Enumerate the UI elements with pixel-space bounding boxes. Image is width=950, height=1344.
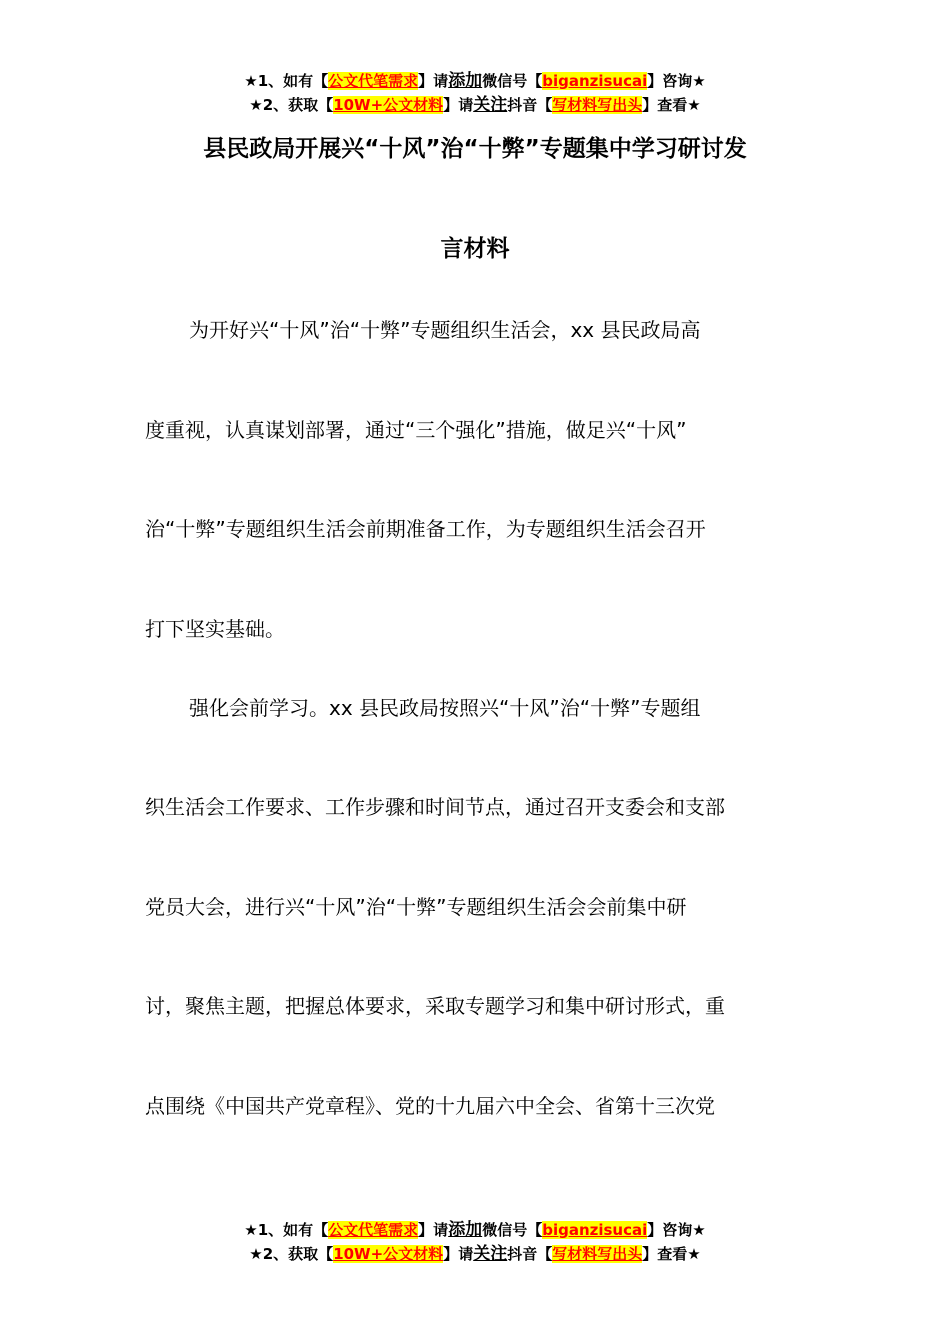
promo-underline: 关注	[473, 95, 508, 115]
promo-text: 】请	[418, 72, 449, 90]
body-line: 打下坚实基础。	[145, 617, 285, 641]
promo-text: 】请	[418, 1221, 449, 1239]
promo-text: 抖音【	[507, 1245, 553, 1263]
promo-highlight: 写材料写出头	[552, 1245, 643, 1263]
promo-highlight: biganzisucai	[542, 72, 648, 90]
promo-line-1	[0, 69, 950, 93]
promo-text: 】请	[443, 1245, 474, 1263]
promo-text: ★2、获取【	[249, 96, 334, 114]
promo-text: 】咨询★	[647, 1221, 706, 1239]
promo-line-2	[0, 93, 950, 117]
promo-underline: 关注	[473, 1244, 508, 1264]
body-line: 治“十弊”专题组织生活会前期准备工作，为专题组织生活会召开	[145, 517, 706, 541]
promo-text: 】咨询★	[647, 72, 706, 90]
promo-text: 微信号【	[482, 1221, 543, 1239]
document-title-line-1: 县民政局开展兴“十风”治“十弊”专题集中学习研讨发	[203, 136, 747, 162]
body-line: 讨，聚焦主题，把握总体要求，采取专题学习和集中研讨形式，重	[145, 994, 725, 1018]
body-line: 为开好兴“十风”治“十弊”专题组织生活会，xx 县民政局高	[189, 318, 701, 342]
promo-text: 】请	[443, 96, 474, 114]
promo-text: 】查看★	[642, 1245, 701, 1263]
promo-text: ★1、如有【	[244, 1221, 329, 1239]
document-title-line-2: 言材料	[440, 236, 510, 262]
body-line: 党员大会，进行兴“十风”治“十弊”专题组织生活会会前集中研	[145, 895, 687, 919]
footer-promo-line-2	[0, 1242, 950, 1266]
promo-highlight: biganzisucai	[542, 1221, 648, 1239]
promo-highlight: 公文代笔需求	[328, 72, 419, 90]
promo-highlight: 公文代笔需求	[328, 1221, 419, 1239]
footer-promo-line-1	[0, 1218, 950, 1242]
body-line: 强化会前学习。xx 县民政局按照兴“十风”治“十弊”专题组	[189, 696, 701, 720]
promo-underline: 添加	[448, 1220, 483, 1240]
promo-highlight: 10W+公文材料	[333, 96, 444, 114]
promo-highlight: 10W+公文材料	[333, 1245, 444, 1263]
body-line: 织生活会工作要求、工作步骤和时间节点，通过召开支委会和支部	[145, 795, 725, 819]
promo-highlight: 写材料写出头	[552, 96, 643, 114]
promo-text: ★1、如有【	[244, 72, 329, 90]
promo-text: 抖音【	[507, 96, 553, 114]
promo-text: ★2、获取【	[249, 1245, 334, 1263]
promo-text: 微信号【	[482, 72, 543, 90]
body-line: 点围绕《中国共产党章程》、党的十九届六中全会、省第十三次党	[145, 1094, 715, 1118]
promo-underline: 添加	[448, 71, 483, 91]
body-line: 度重视，认真谋划部署，通过“三个强化”措施，做足兴“十风”	[145, 418, 687, 442]
promo-text: 】查看★	[642, 96, 701, 114]
